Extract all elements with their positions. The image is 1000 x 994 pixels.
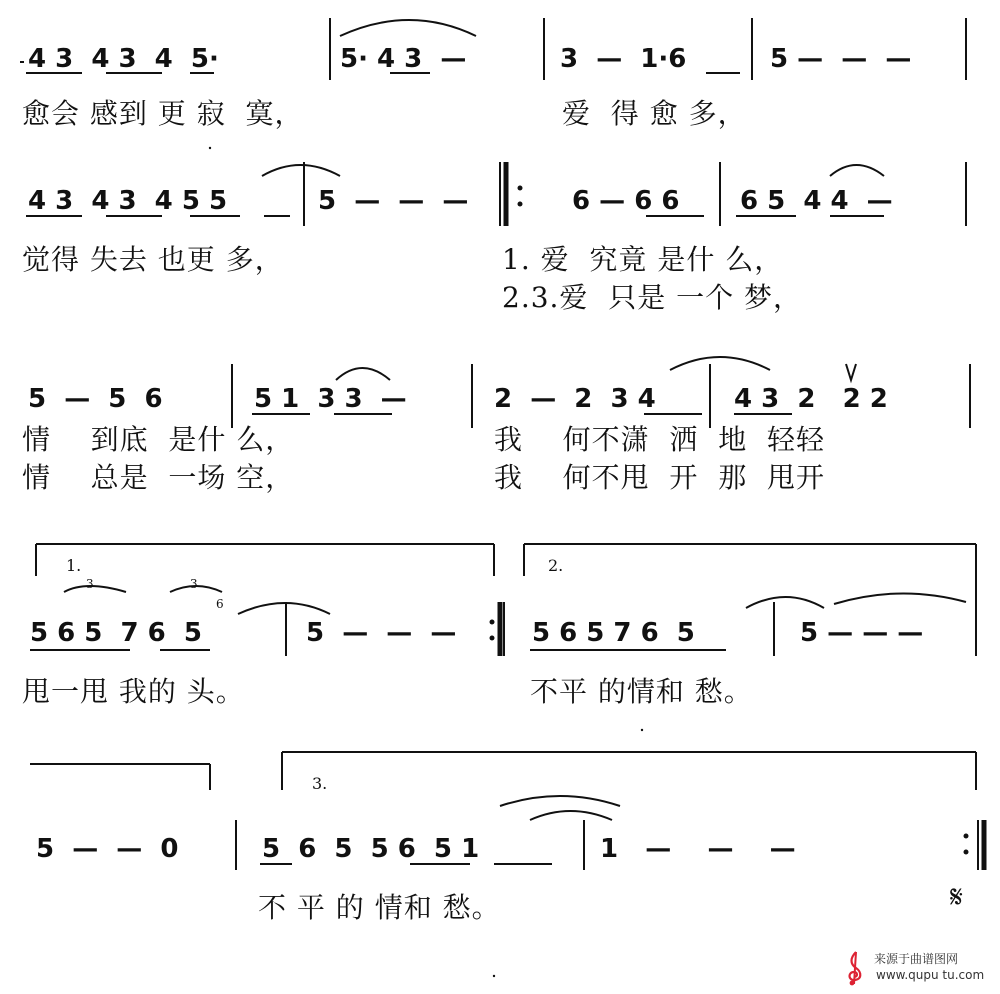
row1-measure2-notes: 5· 4 3 — [340, 44, 467, 74]
row1-lyric-b: 爱 得 愈 多， [562, 97, 747, 130]
row1-measure3-notes: 3 — 1·6 [560, 44, 687, 74]
row3-lyric-b2: 我 何不甩 开 那 甩开 [494, 461, 826, 494]
row5-lyric: 不 平 的 情和 愁。 [258, 891, 501, 924]
row5-measure1-notes: 5 — — 0 [36, 834, 179, 864]
row2-measure1-notes: 4 3 4 3 4 5 5 [28, 186, 228, 216]
row1-measure1-notes: 4 3 4 3 4 5· [28, 44, 219, 74]
row3-measure3-notes: 2 — 2 3 4 [494, 384, 656, 414]
segno-sign: 𝄋 [950, 880, 963, 915]
watermark-line1: 来源于曲谱图网 [874, 952, 959, 966]
row3-lyric-a2: 情 总是 一场 空， [22, 461, 295, 494]
row4-measure3-notes: 5 6 5 7 6 5 [532, 618, 695, 648]
row2-lyric-verse1: 1. 爱 究竟 是什 么， [502, 243, 784, 276]
row2-measure4-notes: 6 5 4 4 — [740, 186, 893, 216]
row3-measure2-notes: 5 1 3 3 — [254, 384, 407, 414]
row4-lyric-b: 不平 的情和 愁。 [530, 675, 753, 708]
row1-lyric-a: 愈会 感到 更 寂 寞， [22, 97, 304, 130]
row3-lyric-b1: 我 何不潇 洒 地 轻轻 [494, 423, 826, 456]
volta-1-label: 1. [66, 556, 82, 575]
watermark-line2: www.qupu tu.com [876, 968, 985, 982]
row3-measure1-notes: 5 — 5 6 [28, 384, 163, 414]
row4-measure1-notes: 5 6 5 7 6 5 [30, 618, 202, 648]
row4-measure2-notes: 5 — — — [306, 618, 457, 648]
row3-measure4-notes: 4 3 2 2 2 [734, 384, 888, 414]
row5-measure3-notes: 1 — — — [600, 834, 796, 864]
row2-measure3-notes: 6 — 6 6 [572, 186, 680, 216]
grace-note: 6 [216, 597, 224, 611]
row2-measure2-notes: 5 — — — [318, 186, 469, 216]
volta-2-label: 2. [548, 556, 564, 575]
row3-lyric-a1: 情 到底 是什 么， [22, 423, 295, 456]
row5-measure2-notes: 5 6 5 5 6 5 1 [262, 834, 480, 864]
row1-measure4-notes: 5 — — — [770, 44, 912, 74]
row2-lyric-a: 觉得 失去 也更 多， [22, 243, 284, 276]
row2-lyric-verse23: 2.3.爱 只是 一个 梦， [502, 281, 803, 314]
row4-lyric-a: 甩一甩 我的 头。 [22, 675, 245, 708]
row4-measure4-notes: 5 — — — [800, 618, 924, 648]
triplet-mark-1: 3 [86, 577, 94, 591]
triplet-mark-2: 3 [190, 577, 198, 591]
volta-3-label: 3. [312, 774, 328, 793]
